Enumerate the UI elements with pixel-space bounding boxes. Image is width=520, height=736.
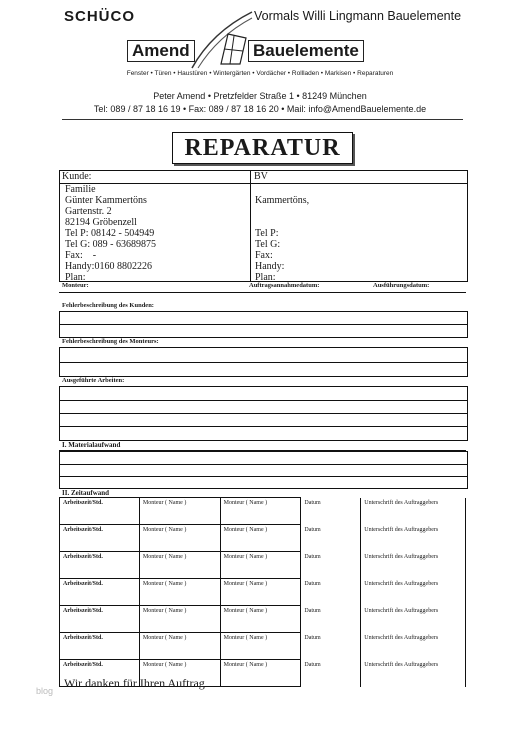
customer-line: Gartenstr. 2 — [65, 206, 112, 217]
table-row — [60, 498, 466, 525]
technician-cell[interactable]: Monteur ( Name ) — [220, 525, 301, 552]
time-label: II. Zeitaufwand — [62, 489, 110, 497]
customer-line: Günter Kammertöns — [65, 195, 147, 206]
customer-line: Familie — [65, 184, 96, 195]
hours-cell[interactable]: Arbeitszeit/Std. — [60, 525, 140, 552]
execution-date-label: Ausführungsdatum: — [373, 282, 430, 289]
table-row — [60, 552, 466, 579]
field-line — [60, 464, 467, 465]
technician-cell[interactable]: Monteur ( Name ) — [220, 660, 301, 687]
signature-cell[interactable]: Unterschrift des Auftraggebers — [361, 552, 466, 579]
site-line: Tel G: — [255, 239, 281, 250]
technician-cell[interactable]: Monteur ( Name ) — [220, 579, 301, 606]
date-cell[interactable]: Datum — [301, 606, 361, 633]
customer-line: Tel G: 089 - 63689875 — [65, 239, 156, 250]
hours-cell[interactable]: Arbeitszeit/Std. — [60, 552, 140, 579]
field-line — [60, 362, 467, 363]
customer-fault-label: Fehlerbeschreibung des Kunden: — [62, 302, 154, 309]
material-field[interactable] — [59, 451, 468, 489]
date-cell[interactable]: Datum — [301, 498, 361, 525]
monteur-label: Monteur: — [62, 282, 89, 289]
customer-line: 82194 Gröbenzell — [65, 217, 137, 228]
hours-cell[interactable]: Arbeitszeit/Std. — [60, 579, 140, 606]
table-row — [60, 606, 466, 633]
header-divider — [62, 119, 463, 120]
date-cell[interactable]: Datum — [301, 660, 361, 687]
signature-cell[interactable]: Unterschrift des Auftraggebers — [361, 606, 466, 633]
hours-cell[interactable]: Arbeitszeit/Std. — [60, 498, 140, 525]
customer-line: Handy:0160 8802226 — [65, 261, 152, 272]
technician-cell[interactable]: Monteur ( Name ) — [139, 498, 220, 525]
date-cell[interactable]: Datum — [301, 552, 361, 579]
hours-cell[interactable]: Arbeitszeit/Std. — [60, 633, 140, 660]
technician-cell[interactable]: Monteur ( Name ) — [220, 606, 301, 633]
contact-line: Tel: 089 / 87 18 16 19 • Fax: 089 / 87 18 16 20 • Mail: info@AmendBauelemente.de — [93, 104, 427, 114]
formerly-note: Vormals Willi Lingmann Bauelemente — [254, 9, 462, 23]
field-line — [60, 413, 467, 414]
technician-cell[interactable]: Monteur ( Name ) — [139, 525, 220, 552]
watermark: blog — [36, 686, 54, 696]
signature-cell[interactable]: Unterschrift des Auftraggebers — [361, 633, 466, 660]
site-details — [255, 228, 284, 283]
material-label: I. Materialaufwand — [62, 441, 121, 449]
customer-column-divider — [250, 171, 251, 281]
monteur-fault-field[interactable] — [59, 347, 468, 377]
technician-cell[interactable]: Monteur ( Name ) — [139, 606, 220, 633]
field-line — [60, 400, 467, 401]
company-logo-right: Bauelemente — [248, 40, 364, 62]
address-line: Peter Amend • Pretzfelder Straße 1 • 81249 München — [153, 91, 367, 101]
thanks-note: Wir danken für Ihren Auftrag — [64, 676, 205, 690]
signature-cell[interactable]: Unterschrift des Auftraggebers — [361, 579, 466, 606]
meta-divider — [59, 292, 466, 293]
date-cell[interactable]: Datum — [301, 579, 361, 606]
time-table — [59, 497, 466, 687]
table-row — [60, 633, 466, 660]
table-row — [60, 579, 466, 606]
customer-fault-field[interactable] — [59, 311, 468, 338]
site-name: Kammertöns, — [255, 195, 310, 206]
field-line — [60, 476, 467, 477]
customer-details — [65, 184, 156, 283]
technician-cell[interactable]: Monteur ( Name ) — [139, 579, 220, 606]
technician-cell[interactable]: Monteur ( Name ) — [139, 660, 220, 687]
site-line: Tel P: — [255, 228, 279, 239]
technician-cell[interactable]: Monteur ( Name ) — [220, 498, 301, 525]
site-label: BV — [254, 171, 268, 182]
work-done-field[interactable] — [59, 386, 468, 441]
signature-cell[interactable]: Unterschrift des Auftraggebers — [361, 498, 466, 525]
brand-logo: SCHÜCO — [64, 8, 136, 25]
site-line: Fax: — [255, 250, 273, 261]
field-line — [60, 324, 467, 325]
technician-cell[interactable]: Monteur ( Name ) — [220, 552, 301, 579]
work-done-label: Ausgeführte Arbeiten: — [62, 377, 125, 384]
services-line: Fenster • Türen • Haustüren • Wintergärten • Vordächer • Rollladen • Markisen • Reparaturen — [126, 70, 394, 77]
window-logo-icon — [218, 32, 248, 66]
date-cell[interactable]: Datum — [301, 633, 361, 660]
date-cell[interactable]: Datum — [301, 525, 361, 552]
technician-cell[interactable]: Monteur ( Name ) — [139, 633, 220, 660]
table-row — [60, 525, 466, 552]
technician-cell[interactable]: Monteur ( Name ) — [139, 552, 220, 579]
hours-cell[interactable]: Arbeitszeit/Std. — [60, 660, 140, 687]
customer-label: Kunde: — [62, 171, 92, 182]
field-line — [60, 426, 467, 427]
site-line: Plan: — [255, 272, 276, 283]
order-date-label: Auftragsannahmedatum: — [249, 282, 320, 289]
technician-cell[interactable]: Monteur ( Name ) — [220, 633, 301, 660]
site-line: Handy: — [255, 261, 285, 272]
customer-line: Tel P: 08142 - 504949 — [65, 228, 155, 239]
customer-line: Fax: - — [65, 250, 97, 261]
company-logo-left: Amend — [127, 40, 195, 62]
monteur-fault-label: Fehlerbeschreibung des Monteurs: — [62, 338, 159, 345]
hours-cell[interactable]: Arbeitszeit/Std. — [60, 606, 140, 633]
signature-cell[interactable]: Unterschrift des Auftraggebers — [361, 660, 466, 687]
page-title: REPARATUR — [172, 132, 353, 164]
customer-line: Plan: — [65, 272, 86, 283]
signature-cell[interactable]: Unterschrift des Auftraggebers — [361, 525, 466, 552]
